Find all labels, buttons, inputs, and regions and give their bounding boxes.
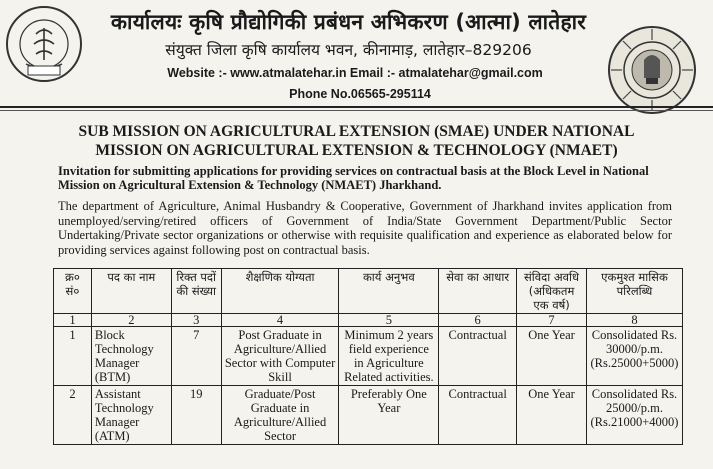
header-divider	[0, 106, 713, 108]
table-row	[54, 327, 683, 386]
header-sno: क्र० सं०	[54, 269, 92, 314]
row-duration: One Year	[517, 386, 587, 445]
office-address: संयुक्त जिला कृषि कार्यालय भवन, कीनामाड़, लातेहार–829206	[165, 41, 532, 59]
column-number: 3	[171, 314, 221, 327]
intro-paragraph: The department of Agriculture, Animal Husbandry & Cooperative, Government of Jharkhand invites application from unemployed/serving/retired officers of Government of India/State Government Department/Public Sector Undertaking/Private sector organizations or otherwise with requisite qualification and experience as elaborated below for providing services against following post on contractual basis.	[58, 199, 672, 257]
jharkhand-emblem	[606, 24, 698, 116]
title-line-1: SUB MISSION ON AGRICULTURAL EXTENSION (SMAE) UNDER NATIONAL	[78, 123, 635, 140]
row-qualification: Graduate/Post Graduate in Agriculture/Allied Sector	[221, 386, 339, 445]
header-basis: सेवा का आधार	[439, 269, 517, 314]
row-basis: Contractual	[439, 327, 517, 386]
header-post: पद का नाम	[91, 269, 171, 314]
atma-logo	[4, 4, 84, 84]
header-remuneration: एकमुश्त मासिक परिलब्धि	[586, 269, 682, 314]
header-divider-thin	[0, 110, 713, 111]
document-title	[50, 122, 663, 160]
title-line-2: MISSION ON AGRICULTURAL EXTENSION & TECHNOLOGY (NMAET)	[95, 142, 618, 159]
column-number: 5	[339, 314, 439, 327]
invitation-text: Invitation for submitting applications for providing services on contractual basis at the Block Level in National Mission on Agricultural Extension & Technology (NMAET) Jharkhand.	[58, 164, 649, 192]
row-post: Block Technology Manager (BTM)	[91, 327, 171, 386]
table-row	[54, 386, 683, 445]
column-number: 8	[586, 314, 682, 327]
row-remuneration: Consolidated Rs. 30000/p.m. (Rs.25000+5000)	[586, 327, 682, 386]
header-experience: कार्य अनुभव	[339, 269, 439, 314]
row-vacancies: 19	[171, 386, 221, 445]
row-qualification: Post Graduate in Agriculture/Allied Sector with Computer Skill	[221, 327, 339, 386]
column-number: 6	[439, 314, 517, 327]
row-experience: Preferably One Year	[339, 386, 439, 445]
header-qualification: शैक्षणिक योग्यता	[221, 269, 339, 314]
column-number: 7	[517, 314, 587, 327]
posts-table	[53, 268, 683, 445]
table-header-row	[54, 269, 683, 314]
column-number-row	[54, 314, 683, 327]
row-sno: 1	[54, 327, 92, 386]
column-number: 4	[221, 314, 339, 327]
phone-number: Phone No.06565-295114	[289, 87, 431, 101]
header-duration: संविदा अवधि (अधिकतम एक वर्ष)	[517, 269, 587, 314]
column-number: 2	[91, 314, 171, 327]
column-number: 1	[54, 314, 92, 327]
office-name: कार्यालयः कृषि प्रौद्योगिकी प्रबंधन अभिकरण (आत्मा) लातेहार	[110, 10, 587, 34]
row-vacancies: 7	[171, 327, 221, 386]
row-duration: One Year	[517, 327, 587, 386]
row-post: Assistant Technology Manager (ATM)	[91, 386, 171, 445]
row-experience: Minimum 2 years field experience in Agriculture Related activities.	[339, 327, 439, 386]
row-sno: 2	[54, 386, 92, 445]
website-email: Website :- www.atmalatehar.in Email :- atmalatehar@gmail.com	[167, 66, 543, 80]
row-basis: Contractual	[439, 386, 517, 445]
row-remuneration: Consolidated Rs. 25000/p.m. (Rs.21000+4000)	[586, 386, 682, 445]
header-vacancies: रिक्त पदों की संख्या	[171, 269, 221, 314]
